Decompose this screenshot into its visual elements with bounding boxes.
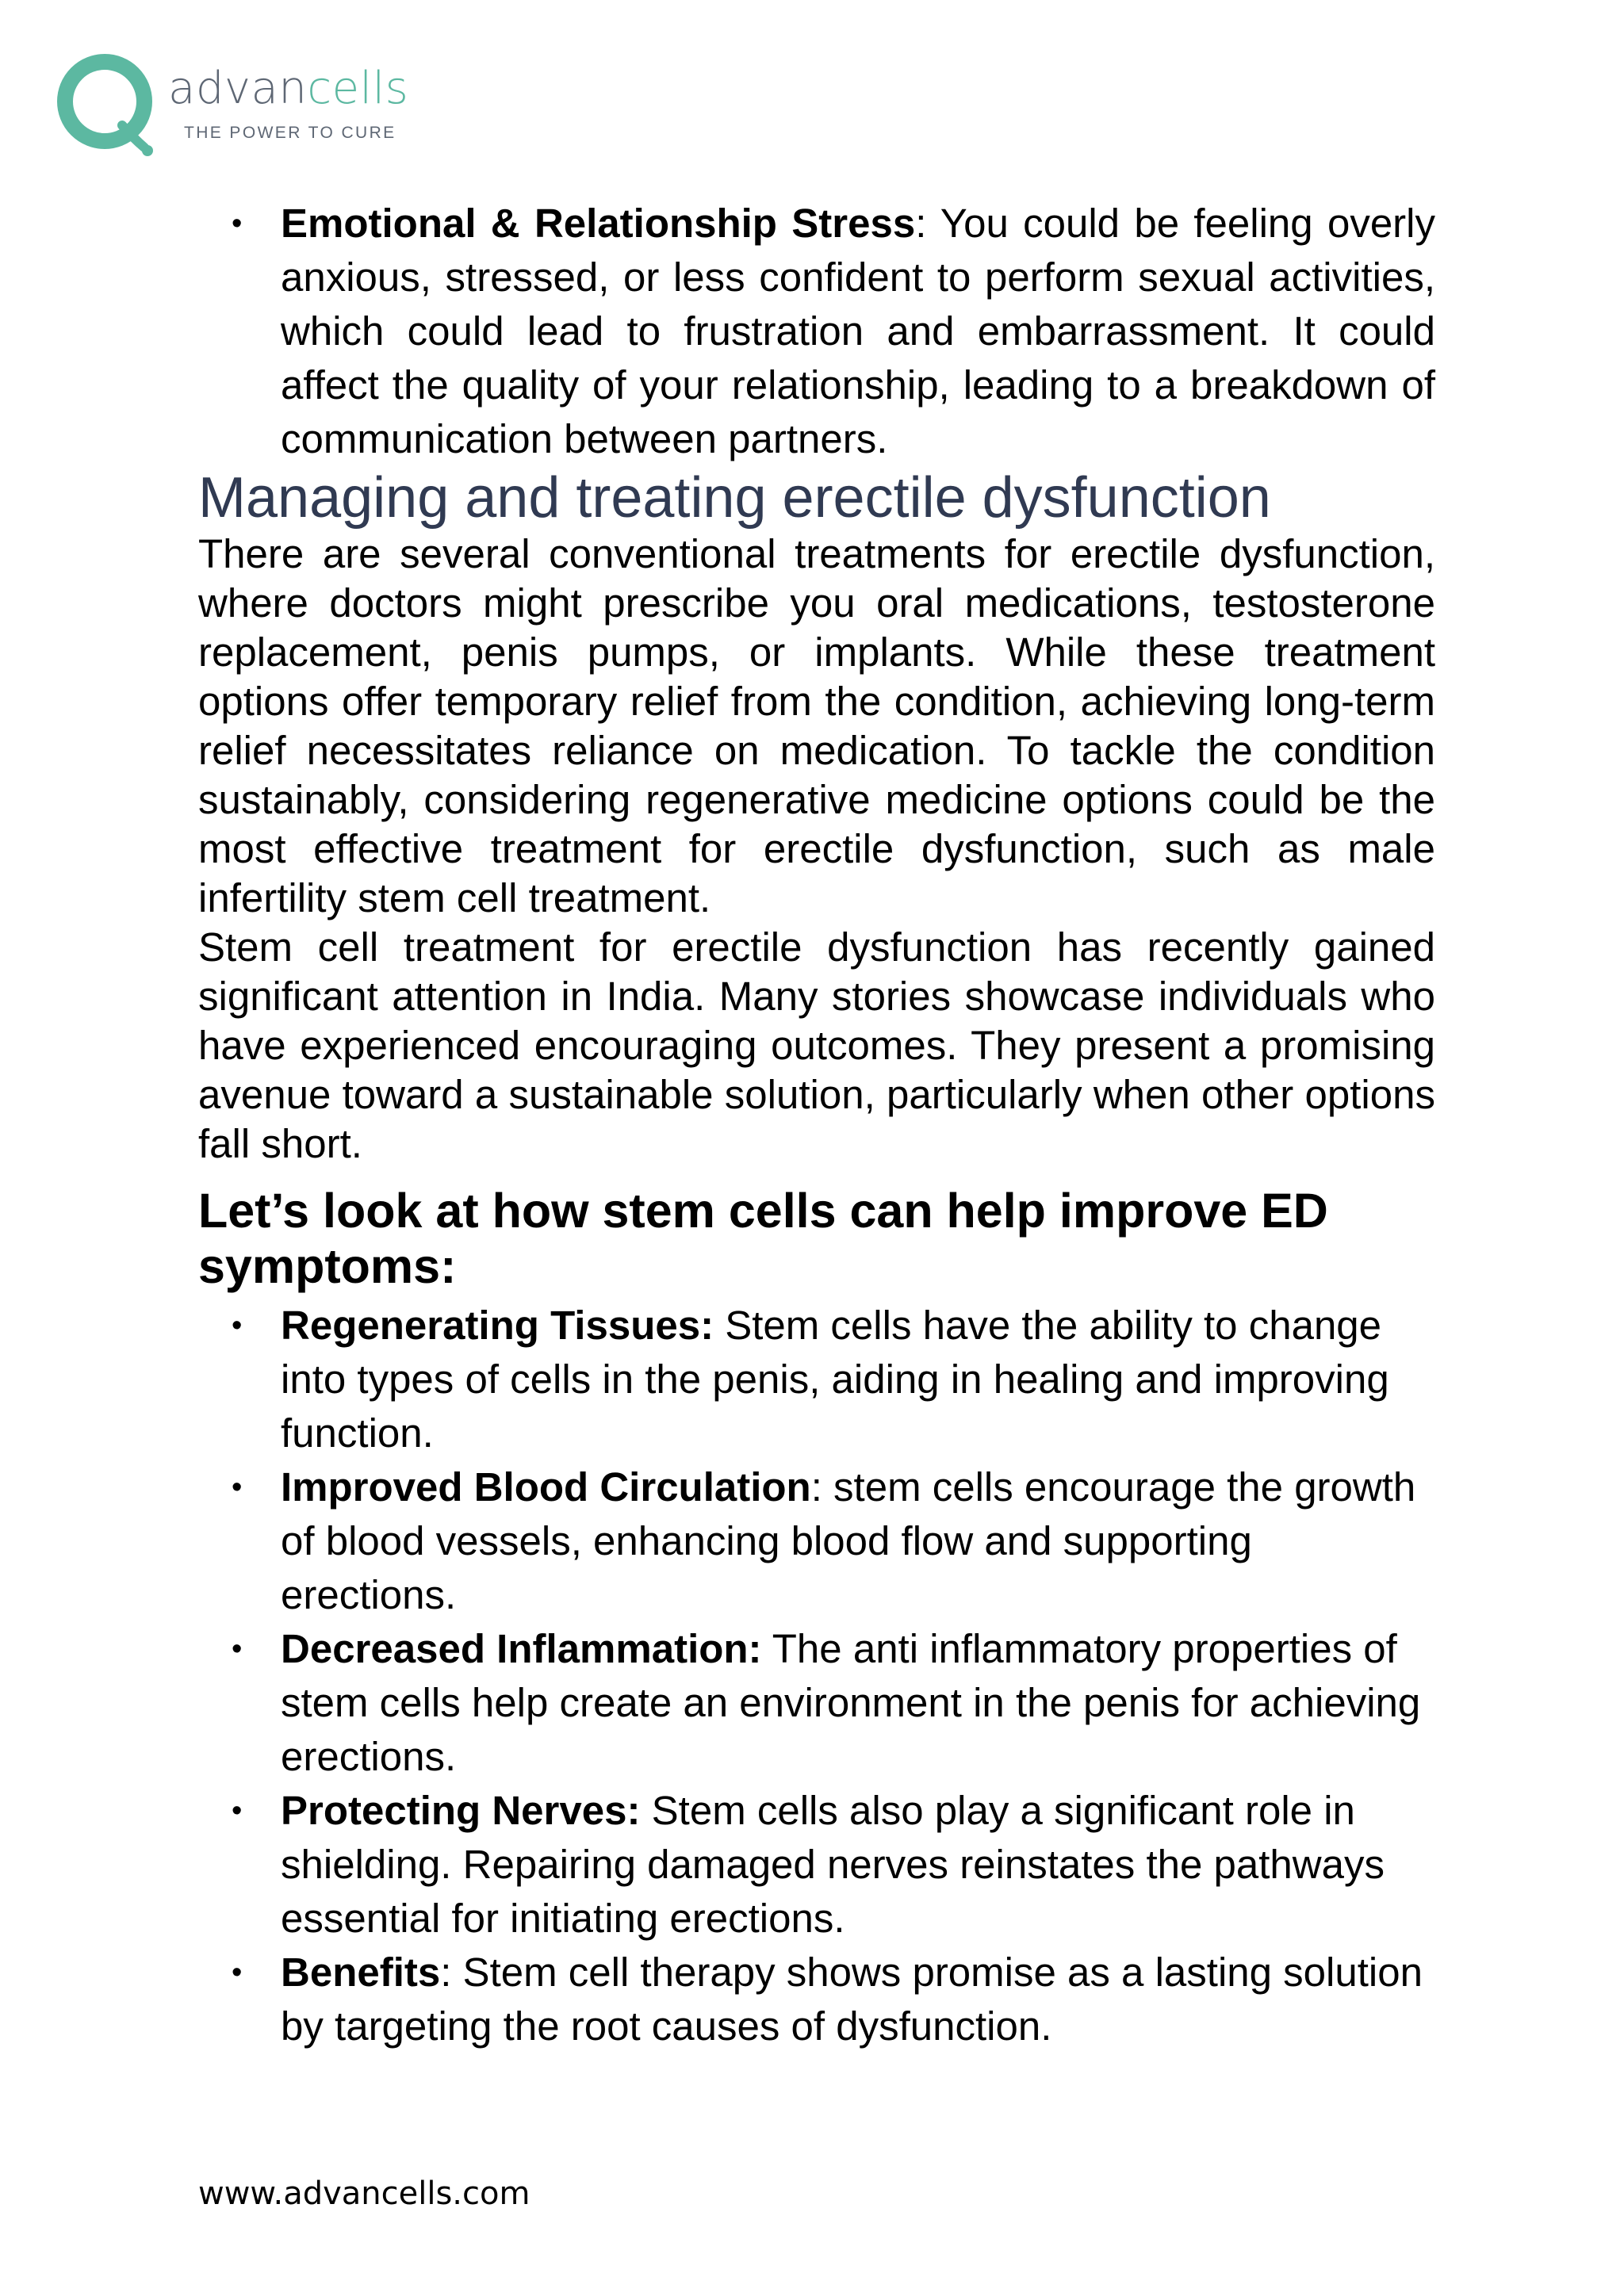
bullet-term: Improved Blood Circulation bbox=[281, 1464, 811, 1510]
bullet-term: Benefits bbox=[281, 1950, 441, 1995]
benefit-bullet-list bbox=[198, 1299, 1435, 2053]
brand-tagline: THE POWER TO CURE bbox=[184, 124, 396, 142]
footer-url: www.advancells.com bbox=[198, 2175, 530, 2212]
advancells-logo-icon bbox=[56, 52, 162, 159]
bullet-text: : Stem cell therapy shows promise as a lasting solution by targeting the root causes of dysfunction. bbox=[281, 1950, 1423, 2049]
list-item bbox=[198, 1784, 1435, 1946]
bullet-text: : You could be feeling overly anxious, stressed, or less confident to perform sexual activities, which could lead to frustration and embarrassment. It could affect the quality of your relationship, leading to a breakdown of communication between partners. bbox=[281, 201, 1435, 461]
brand-name-part2: cells bbox=[307, 63, 409, 114]
brand-name bbox=[168, 63, 409, 114]
bullet-term: Decreased Inflammation: bbox=[281, 1626, 762, 1671]
brand-name-part1: advan bbox=[168, 63, 308, 114]
list-item bbox=[198, 197, 1435, 466]
paragraph-conventional-treatments: There are several conventional treatments for erectile dysfunction, where doctors might prescribe you oral medications, testosterone replacement, penis pumps, or implants. While these treatment options offer temporary relief from the condition, achieving long-term relief necessitates reliance on medication. To tackle the condition sustainably, considering regenerative medicine options could be the most effective treatment for erectile dysfunction, such as male infertility stem cell treatment. bbox=[198, 531, 1435, 920]
subheading: Let’s look at how stem cells can help improve ED symptoms: bbox=[198, 1184, 1328, 1293]
bullet-term: Emotional & Relationship Stress bbox=[281, 201, 916, 246]
bullet-term: Protecting Nerves: bbox=[281, 1788, 641, 1833]
list-item bbox=[198, 1299, 1435, 1460]
bullet-term: Regenerating Tissues: bbox=[281, 1303, 714, 1348]
list-item bbox=[198, 1622, 1435, 1784]
list-item bbox=[198, 1460, 1435, 1622]
paragraph-stem-cell-india: Stem cell treatment for erectile dysfunction has recently gained significant attention in India. Many stories showcase individuals who have experienced encouraging outcomes. They present a promising avenue toward a sustainable solution, particularly when other options fall short. bbox=[198, 924, 1435, 1166]
bullet-text: Stem cells have the ability to change into types of cells in the penis, aiding in healing and improving function. bbox=[281, 1303, 1389, 1456]
list-item bbox=[198, 1946, 1435, 2053]
section-heading: Managing and treating erectile dysfunction bbox=[198, 466, 1271, 530]
document-content bbox=[198, 197, 1435, 2053]
bullet-text: : stem cells encourage the growth of blood vessels, enhancing blood flow and supporting erections. bbox=[281, 1464, 1416, 1617]
intro-bullet-list bbox=[198, 197, 1435, 466]
brand-logo bbox=[56, 52, 409, 155]
bullet-text: The anti inflammatory properties of stem cells help create an environment in the penis for achieving erections. bbox=[281, 1626, 1421, 1779]
bullet-text: Stem cells also play a significant role in shielding. Repairing damaged nerves reinstates the pathways essential for initiating erections. bbox=[281, 1788, 1385, 1941]
